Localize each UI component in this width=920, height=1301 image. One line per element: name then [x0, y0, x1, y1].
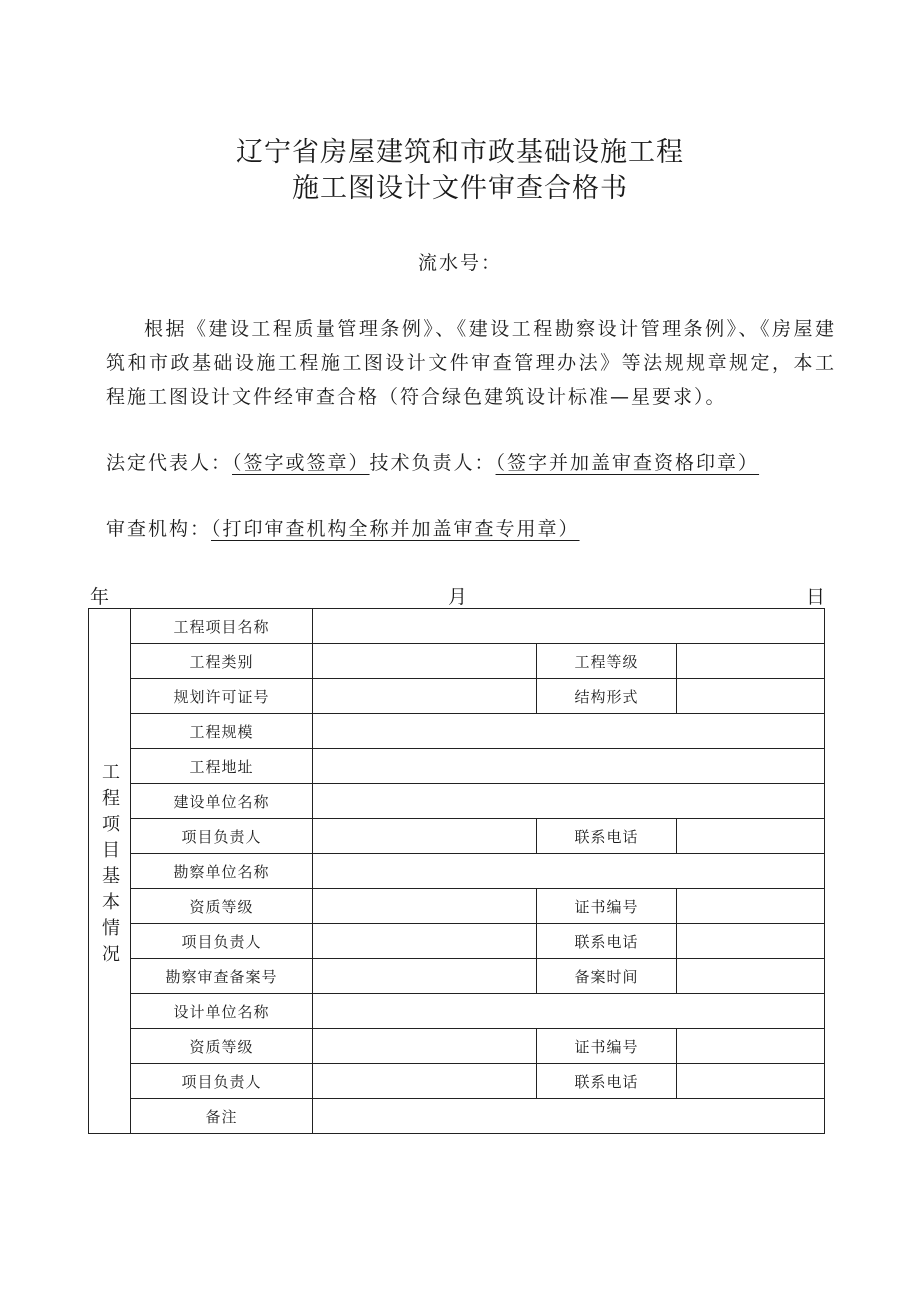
review-org-field[interactable]: （打印审查机构全称并加盖审查专用章） [211, 518, 580, 540]
side-header-text: 工程项目基本情况 [99, 761, 120, 970]
label-project-grade: 工程等级 [537, 644, 677, 679]
field-builder[interactable] [313, 784, 825, 819]
serial-number-label: 流水号： [417, 252, 502, 274]
field-builder-leader[interactable] [313, 819, 537, 854]
field-record-time[interactable] [677, 959, 825, 994]
label-remarks: 备注 [131, 1099, 313, 1134]
label-survey-qual: 资质等级 [131, 889, 313, 924]
field-address[interactable] [313, 749, 825, 784]
review-org-label: 审查机构： [106, 518, 212, 540]
label-survey-leader: 项目负责人 [131, 924, 313, 959]
field-project-grade[interactable] [677, 644, 825, 679]
field-remarks[interactable] [313, 1099, 825, 1134]
page-title-line2: 施工图设计文件审查合格书 [292, 173, 628, 204]
date-year: 年 [90, 586, 110, 608]
field-design-leader[interactable] [313, 1064, 537, 1099]
date-day: 日 [806, 586, 826, 608]
field-structure[interactable] [677, 679, 825, 714]
page-title-line1: 辽宁省房屋建筑和市政基础设施工程 [236, 137, 684, 168]
project-info-table [88, 608, 825, 1134]
label-structure: 结构形式 [537, 679, 677, 714]
label-project-name: 工程项目名称 [131, 609, 313, 644]
field-survey-phone[interactable] [677, 924, 825, 959]
field-builder-phone[interactable] [677, 819, 825, 854]
label-scale: 工程规模 [131, 714, 313, 749]
label-builder-phone: 联系电话 [537, 819, 677, 854]
field-survey-unit[interactable] [313, 854, 825, 889]
label-design-cert: 证书编号 [537, 1029, 677, 1064]
field-permit-no[interactable] [313, 679, 537, 714]
review-org-line [106, 514, 580, 541]
label-design-qual: 资质等级 [131, 1029, 313, 1064]
label-permit-no: 规划许可证号 [131, 679, 313, 714]
label-project-type: 工程类别 [131, 644, 313, 679]
signature-line [106, 448, 759, 475]
label-design-leader: 项目负责人 [131, 1064, 313, 1099]
label-address: 工程地址 [131, 749, 313, 784]
side-header [89, 609, 131, 1134]
label-design-unit: 设计单位名称 [131, 994, 313, 1029]
field-project-type[interactable] [313, 644, 537, 679]
field-design-qual[interactable] [313, 1029, 537, 1064]
label-builder: 建设单位名称 [131, 784, 313, 819]
label-survey-record: 勘察审查备案号 [131, 959, 313, 994]
tech-lead-field[interactable]: （签字并加盖审查资格印章） [495, 452, 760, 474]
field-design-unit[interactable] [313, 994, 825, 1029]
field-survey-record[interactable] [313, 959, 537, 994]
label-record-time: 备案时间 [537, 959, 677, 994]
legal-rep-field[interactable]: （签字或签章） [232, 452, 370, 474]
label-survey-unit: 勘察单位名称 [131, 854, 313, 889]
field-design-phone[interactable] [677, 1064, 825, 1099]
label-builder-leader: 项目负责人 [131, 819, 313, 854]
legal-rep-label: 法定代表人： [106, 452, 233, 474]
label-survey-phone: 联系电话 [537, 924, 677, 959]
statement-paragraph [106, 312, 836, 414]
date-month: 月 [448, 586, 468, 608]
label-design-phone: 联系电话 [537, 1064, 677, 1099]
label-survey-cert: 证书编号 [537, 889, 677, 924]
field-scale[interactable] [313, 714, 825, 749]
field-survey-qual[interactable] [313, 889, 537, 924]
field-design-cert[interactable] [677, 1029, 825, 1064]
statement-text: 根据《建设工程质量管理条例》、《建设工程勘察设计管理条例》、《房屋建筑和市政基础设施工程施工图设计文件审查管理办法》等法规规章规定，本工程施工图设计文件经审查合格（符合绿色建筑设计标准—星要求）。 [106, 318, 836, 408]
field-project-name[interactable] [313, 609, 825, 644]
field-survey-cert[interactable] [677, 889, 825, 924]
field-survey-leader[interactable] [313, 924, 537, 959]
tech-lead-label: 技术负责人： [369, 452, 496, 474]
